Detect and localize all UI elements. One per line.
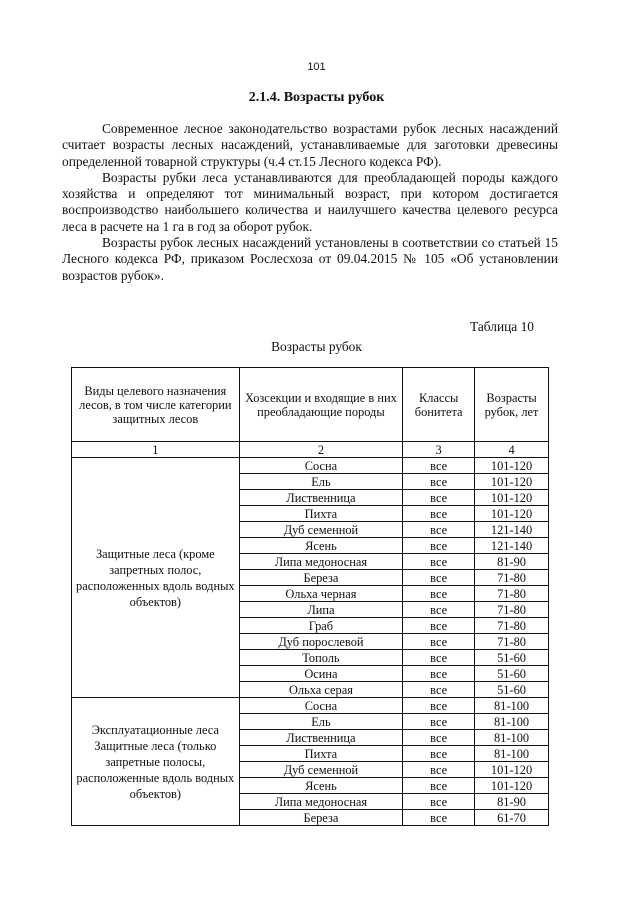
age-cell: 71-80	[475, 618, 549, 634]
table-row	[72, 698, 549, 714]
section-heading: 2.1.4. Возрасты рубок	[248, 90, 385, 105]
class-cell: все	[403, 570, 475, 586]
table-body	[72, 458, 549, 826]
paragraph: Возрасты рубок лесных насаждений установлены в соответствии со статьей 15 Лесного кодекса РФ, приказом Рослесхоза от 09.04.2015 № 105 «Об установлении возрастов рубок».	[62, 235, 558, 283]
column-number: 4	[475, 442, 549, 458]
class-cell: все	[403, 730, 475, 746]
age-cell: 51-60	[475, 650, 549, 666]
class-cell: все	[403, 490, 475, 506]
body-text	[62, 121, 558, 284]
age-cell: 121-140	[475, 522, 549, 538]
class-cell: все	[403, 506, 475, 522]
age-cell: 51-60	[475, 666, 549, 682]
paragraph: Современное лесное законодательство возрастами рубок лесных насаждений считает возрасты лесных насаждений, устанавливаемые для заготовки древесины определенной товарной структуры (ч.4 ст.15 Лесного кодекса РФ).	[62, 121, 558, 169]
species-cell: Дуб семенной	[239, 522, 403, 538]
class-cell: все	[403, 618, 475, 634]
cutting-age-table	[71, 367, 549, 826]
species-cell: Тополь	[239, 650, 403, 666]
class-cell: все	[403, 602, 475, 618]
species-cell: Береза	[239, 810, 403, 826]
species-cell: Лиственница	[239, 490, 403, 506]
class-cell: все	[403, 762, 475, 778]
page-number: 101	[307, 61, 326, 73]
class-cell: все	[403, 458, 475, 474]
category-cell: Эксплуатационные леса Защитные леса (только запретные полосы, расположенные вдоль водных объектов)	[72, 698, 240, 826]
species-cell: Осина	[239, 666, 403, 682]
age-cell: 101-120	[475, 778, 549, 794]
column-number: 1	[72, 442, 240, 458]
species-cell: Лиственница	[239, 730, 403, 746]
class-cell: все	[403, 554, 475, 570]
age-cell: 121-140	[475, 538, 549, 554]
class-cell: все	[403, 634, 475, 650]
class-cell: все	[403, 538, 475, 554]
species-cell: Ольха черная	[239, 586, 403, 602]
category-cell: Защитные леса (кроме запретных полос, расположенных вдоль водных объектов)	[72, 458, 240, 698]
age-cell: 81-100	[475, 746, 549, 762]
age-cell: 101-120	[475, 490, 549, 506]
class-cell: все	[403, 778, 475, 794]
age-cell: 71-80	[475, 586, 549, 602]
age-cell: 81-90	[475, 554, 549, 570]
species-cell: Пихта	[239, 746, 403, 762]
age-cell: 81-100	[475, 730, 549, 746]
header-row	[72, 368, 549, 442]
species-cell: Ольха серая	[239, 682, 403, 698]
table-title: Возрасты рубок	[271, 339, 362, 354]
class-cell: все	[403, 522, 475, 538]
column-number-row	[72, 442, 549, 458]
class-cell: все	[403, 474, 475, 490]
age-cell: 81-90	[475, 794, 549, 810]
species-cell: Сосна	[239, 458, 403, 474]
header-cell: Возрасты рубок, лет	[475, 368, 549, 442]
species-cell: Липа	[239, 602, 403, 618]
column-number: 2	[239, 442, 403, 458]
age-cell: 51-60	[475, 682, 549, 698]
header-cell: Виды целевого назначения лесов, в том числе категории защитных лесов	[72, 368, 240, 442]
class-cell: все	[403, 698, 475, 714]
age-cell: 71-80	[475, 634, 549, 650]
species-cell: Ясень	[239, 778, 403, 794]
age-cell: 81-100	[475, 714, 549, 730]
species-cell: Сосна	[239, 698, 403, 714]
age-cell: 71-80	[475, 570, 549, 586]
species-cell: Береза	[239, 570, 403, 586]
header-cell: Хозсекции и входящие в них преобладающие породы	[239, 368, 403, 442]
age-cell: 101-120	[475, 506, 549, 522]
species-cell: Липа медоносная	[239, 554, 403, 570]
class-cell: все	[403, 746, 475, 762]
species-cell: Ель	[239, 714, 403, 730]
class-cell: все	[403, 810, 475, 826]
age-cell: 81-100	[475, 698, 549, 714]
column-number: 3	[403, 442, 475, 458]
age-cell: 101-120	[475, 762, 549, 778]
table-label: Таблица 10	[470, 319, 534, 334]
age-cell: 101-120	[475, 458, 549, 474]
class-cell: все	[403, 666, 475, 682]
table-row	[72, 458, 549, 474]
age-cell: 71-80	[475, 602, 549, 618]
species-cell: Ясень	[239, 538, 403, 554]
class-cell: все	[403, 794, 475, 810]
species-cell: Пихта	[239, 506, 403, 522]
class-cell: все	[403, 714, 475, 730]
species-cell: Липа медоносная	[239, 794, 403, 810]
paragraph: Возрасты рубки леса устанавливаются для преобладающей породы каждого хозяйства и определяют тот минимальный возраст, при котором достигается воспроизводство наибольшего количества и наилучшего качества целевого ресурса леса в расчете на 1 га в год за оборот рубок.	[62, 169, 558, 234]
species-cell: Дуб семенной	[239, 762, 403, 778]
species-cell: Ель	[239, 474, 403, 490]
header-cell: Классы бонитета	[403, 368, 475, 442]
class-cell: все	[403, 650, 475, 666]
age-cell: 61-70	[475, 810, 549, 826]
species-cell: Дуб порослевой	[239, 634, 403, 650]
class-cell: все	[403, 682, 475, 698]
age-cell: 101-120	[475, 474, 549, 490]
species-cell: Граб	[239, 618, 403, 634]
class-cell: все	[403, 586, 475, 602]
